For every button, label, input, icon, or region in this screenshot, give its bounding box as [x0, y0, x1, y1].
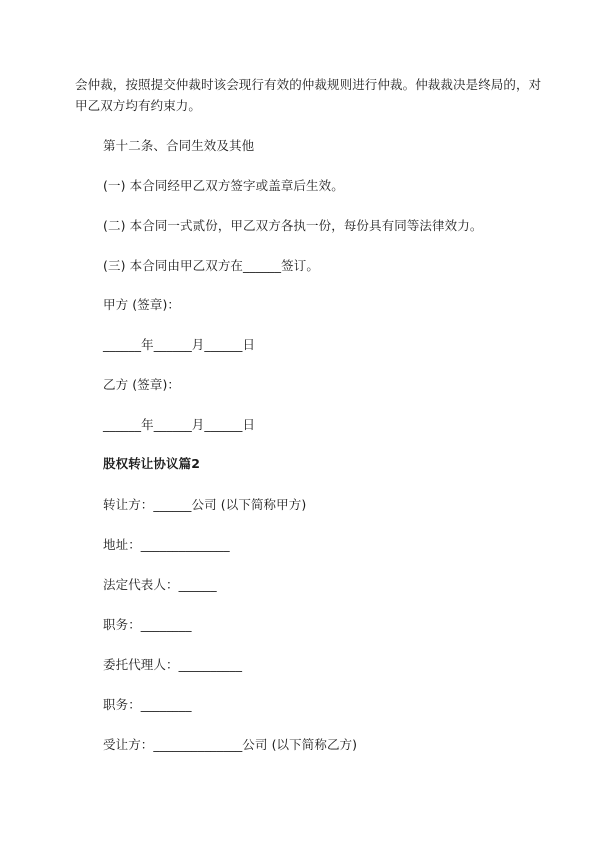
- intro-line-2: 甲乙双方均有约束力。: [75, 98, 202, 113]
- article-12-item-2: (二) 本合同一式贰份，甲乙双方各执一份，每份具有同等法律效力。: [103, 218, 483, 233]
- address-line: 地址：______________: [103, 537, 230, 552]
- party-b-date: ______年______月______日: [103, 417, 256, 432]
- article-12-item-3: (三) 本合同由甲乙双方在______签订。: [103, 258, 319, 273]
- article-12-heading: 第十二条、合同生效及其他: [103, 138, 255, 153]
- position-line-2: 职务：________: [103, 697, 192, 712]
- article-12-item-1: (一) 本合同经甲乙双方签字或盖章后生效。: [103, 178, 344, 193]
- transferor-line: 转让方：______公司 (以下简称甲方): [103, 497, 307, 512]
- party-a-signature: 甲方 (签章)：: [103, 297, 181, 312]
- intro-line-1: 会仲裁，按照提交仲裁时该会现行有效的仲裁规则进行仲裁。仲裁裁决是终局的，对: [75, 77, 542, 92]
- transferee-line: 受让方：______________公司 (以下简称乙方): [103, 737, 358, 752]
- party-b-signature: 乙方 (签章)：: [103, 377, 181, 392]
- position-line-1: 职务：________: [103, 617, 192, 632]
- legal-representative-line: 法定代表人：______: [103, 577, 217, 592]
- party-a-date: ______年______月______日: [103, 337, 256, 352]
- section-2-title: 股权转让协议篇2: [103, 456, 200, 471]
- agent-line: 委托代理人：__________: [103, 657, 243, 672]
